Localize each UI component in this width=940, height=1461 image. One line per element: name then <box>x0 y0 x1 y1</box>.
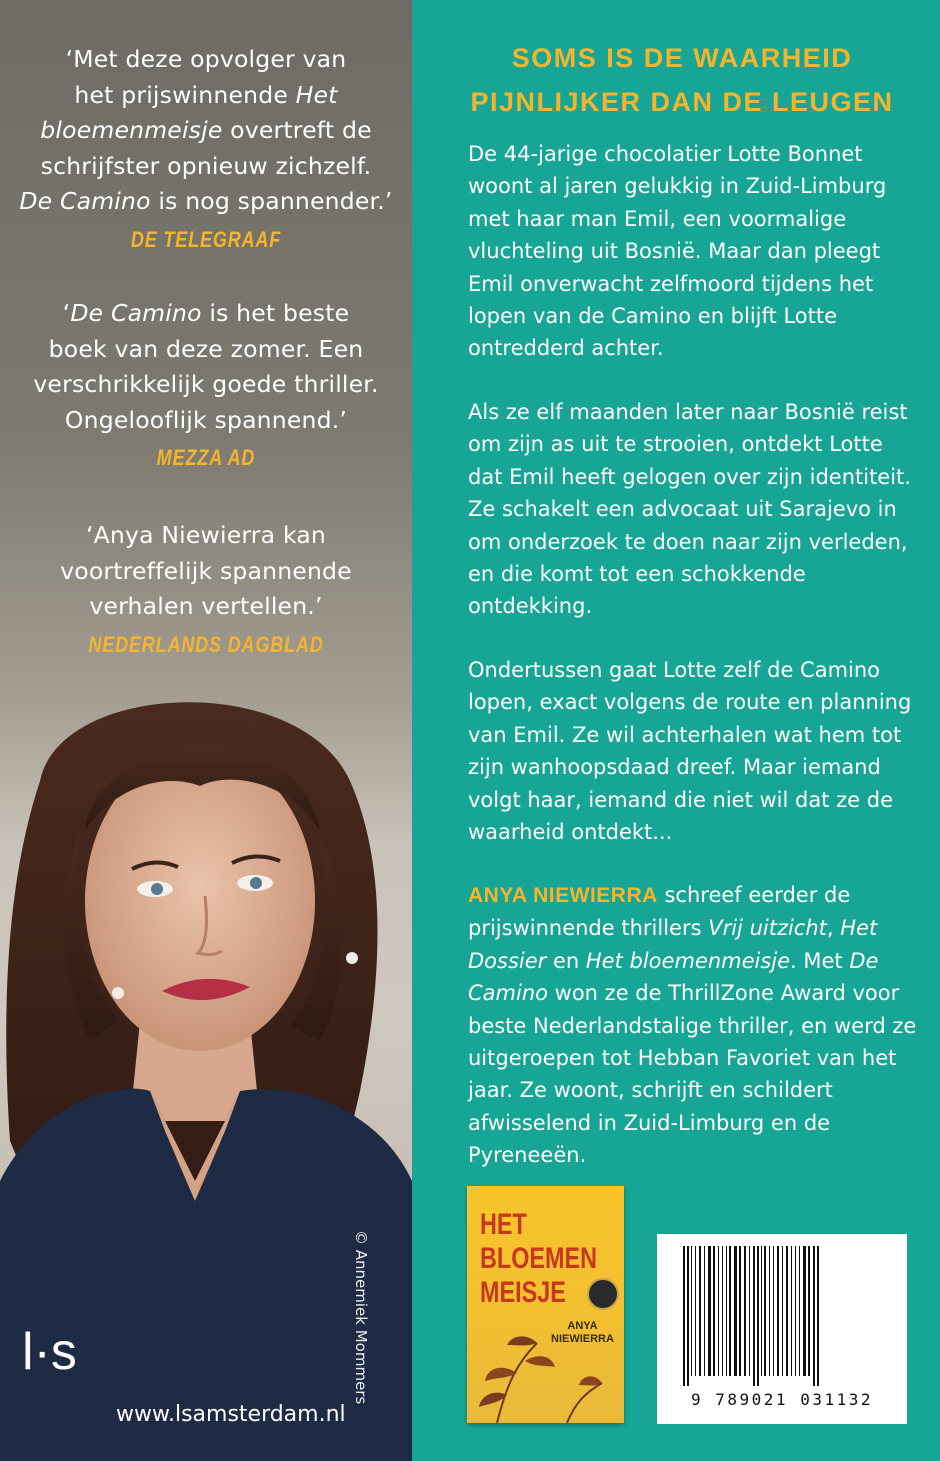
quote-line: boek van deze zomer. Een <box>48 334 364 363</box>
barcode-bar <box>808 1246 810 1376</box>
isbn-number: 9 789021 031132 <box>691 1390 873 1409</box>
quote-line: bloemenmeisje <box>40 116 223 144</box>
barcode-bar <box>817 1246 819 1386</box>
publisher-logo: l·s <box>22 1323 77 1381</box>
barcode-bar <box>729 1246 731 1376</box>
quote-source: NEDERLANDS DAGBLAD <box>88 631 324 657</box>
barcode-bar <box>764 1246 766 1376</box>
quote-line: is het beste <box>201 299 350 327</box>
barcode-bar <box>744 1246 746 1376</box>
quote-line: ‘Anya Niewierra kan <box>85 521 327 549</box>
barcode-bar <box>769 1246 770 1376</box>
barcode-bar <box>791 1246 792 1376</box>
quote-line: De Camino <box>70 299 202 327</box>
quote-line: ‘Met deze opvolger van <box>65 45 347 73</box>
right-panel <box>412 0 940 1461</box>
left-panel <box>0 0 412 1461</box>
blurb-paragraph-3: Ondertussen gaat Lotte zelf de Camino lopen, exact volgens de route en planning van Emil. Ze wil achterhalen wat hem tot zijn wanhoopsdaad dreef. Maar iemand volgt haar, iemand die niet wil dat ze de waarheid ontdekt... <box>468 658 912 845</box>
quote-line: overtreft de <box>222 116 372 144</box>
barcode-bar <box>687 1246 689 1386</box>
author-name: ANYA NIEWIERRA <box>468 884 658 907</box>
barcode-bar <box>773 1246 774 1376</box>
barcode-bar <box>695 1246 696 1376</box>
quote-source: DE TELEGRAAF <box>130 226 282 252</box>
barcode-bar <box>726 1246 727 1376</box>
barcode-bar <box>713 1246 715 1376</box>
quote-mezza <box>0 296 412 478</box>
quote-line: verhalen vertellen.’ <box>89 592 323 620</box>
isbn-barcode <box>657 1234 907 1424</box>
barcode-bar <box>782 1246 783 1376</box>
barcode-bar <box>734 1246 737 1376</box>
book-thumbnail-title: HET BLOEMEN MEISJE <box>480 1208 597 1309</box>
quote-line: De Camino <box>19 187 151 215</box>
blurb-paragraph-1: De 44-jarige chocolatier Lotte Bonnet woont al jaren gelukkig in Zuid-Limburg met haar man Emil, een voormalige vluchteling uit Bosnië. Maar dan pleegt Emil onverwacht zelfmoord tijdens het lopen van de Camino en blijft Lotte ontredderd achter. <box>468 142 887 361</box>
barcode-bar <box>799 1246 800 1376</box>
quote-source: MEZZA AD <box>156 445 256 470</box>
barcode-bar <box>722 1246 723 1376</box>
barcode-bar <box>739 1246 741 1376</box>
quote-line: is nog spannender.’ <box>150 187 393 215</box>
blurb-paragraph-2: Als ze elf maanden later naar Bosnië reist om zijn as uit te strooien, ontdekt Lotte dat Emil heeft gelogen over zijn identiteit. Ze schakelt een advocaat uit Sarajevo in om onderzoek te doen naar zijn verleden, en die komt tot een schokkende ontdekking. <box>468 400 911 619</box>
barcode-bar <box>777 1246 779 1376</box>
barcode-bars <box>657 1234 907 1394</box>
publisher-url: www.lsamsterdam.nl <box>116 1402 346 1427</box>
barcode-bar <box>718 1246 719 1376</box>
barcode-bar <box>708 1246 711 1376</box>
quote-line: Ongelooflijk spannend.’ <box>64 405 348 434</box>
author-bio: ANYA NIEWIERRA schreef eerder de prijswinnende thrillers Vrij uitzicht, Het Dossier en Het bloemenmeisje. Met De Camino won ze de ThrillZone Award voor beste Nederlandstalige thriller, en werd ze uitgeroepen tot Hebban Favoriet van het jaar. Ze woont, schrijft en schildert afwisselend in Zuid-Limburg en de Pyreneeën. <box>468 883 917 1168</box>
quote-line: Het <box>295 80 338 109</box>
barcode-bar <box>757 1246 759 1386</box>
barcode-bar <box>683 1246 685 1386</box>
barcode-bar <box>795 1246 796 1376</box>
barcode-bar <box>786 1246 788 1376</box>
barcode-bar <box>691 1246 692 1376</box>
barcode-bar <box>761 1246 762 1376</box>
quote-line: ‘ <box>62 299 71 327</box>
quote-line: schrijfster opnieuw zichzelf. <box>40 151 372 180</box>
tagline-headline <box>468 36 896 124</box>
barcode-bar <box>749 1246 750 1376</box>
quote-line: het prijswinnende <box>74 80 296 109</box>
award-seal-icon <box>587 1278 619 1310</box>
flower-illustration-icon <box>467 1323 624 1423</box>
headline-line: SOMS IS DE WAARHEID <box>511 43 853 73</box>
barcode-bar <box>753 1246 755 1386</box>
barcode-bar <box>699 1246 701 1376</box>
quote-line: verschrikkelijk goede thriller. <box>33 370 379 398</box>
barcode-bar <box>704 1246 705 1376</box>
quote-telegraaf <box>0 42 412 260</box>
photo-credit: © Annemiek Mommers <box>352 1230 370 1405</box>
quote-nd <box>0 518 412 665</box>
book-thumbnail <box>467 1186 624 1423</box>
book-thumbnail-author: ANYA NIEWIERRA <box>551 1320 614 1345</box>
barcode-bar <box>813 1246 815 1386</box>
quote-line: voortreffelijk spannende <box>60 556 352 585</box>
barcode-bar <box>803 1246 806 1376</box>
headline-line: PIJNLIJKER DAN DE LEUGEN <box>470 87 894 117</box>
